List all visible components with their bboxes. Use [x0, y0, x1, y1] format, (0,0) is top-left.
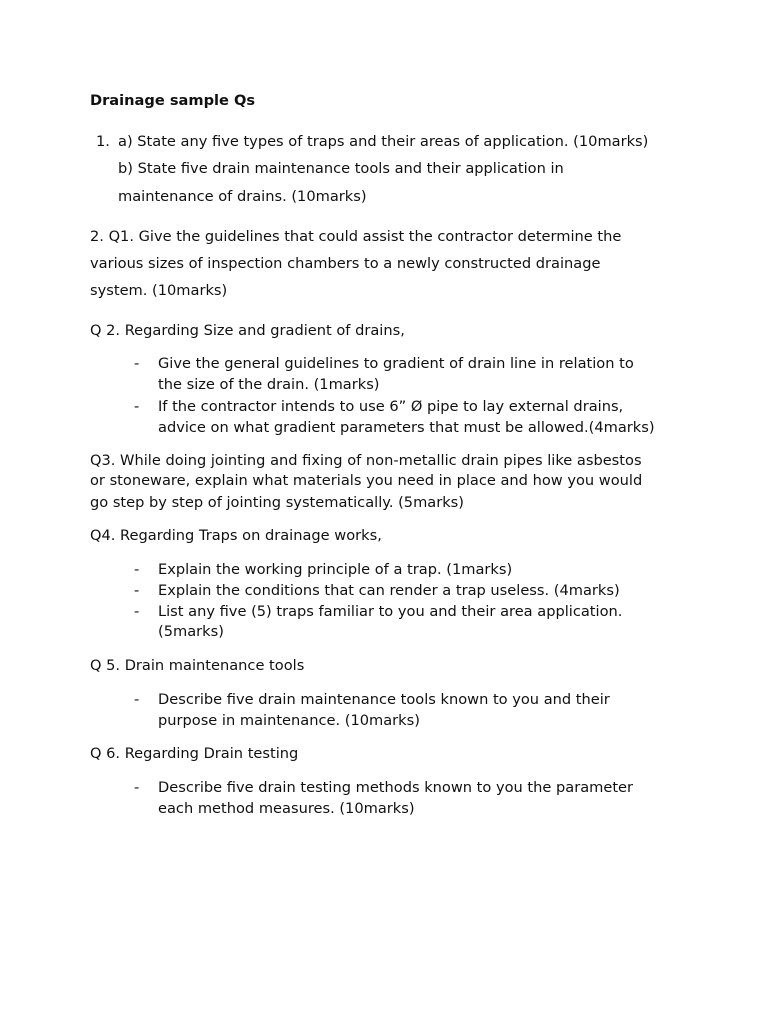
bullet-marker: -: [134, 603, 140, 620]
q1-part-a: a) State any five types of traps and their areas of application. (10marks): [118, 133, 649, 150]
size-gradient-heading: Q 2. Regarding Size and gradient of drains,: [90, 322, 405, 339]
bullet-marker: -: [134, 561, 140, 578]
document-title: Drainage sample Qs: [90, 92, 256, 109]
q3-line1: Q3. While doing jointing and fixing of non-metallic drain pipes like asbestos: [90, 452, 642, 469]
size-item-2-line2: advice on what gradient parameters that must be allowed.(4marks): [158, 419, 655, 436]
size-item-2-line1: If the contractor intends to use 6” Ø pipe to lay external drains,: [158, 398, 624, 415]
q6-item-1-line2: each method measures. (10marks): [158, 800, 415, 817]
bullet-marker: -: [134, 582, 140, 599]
q4-item-3-line1: List any five (5) traps familiar to you and their area application.: [158, 603, 623, 620]
q2-paragraph-line3: system. (10marks): [90, 282, 228, 299]
q3-line2: or stoneware, explain what materials you need in place and how you would: [90, 472, 643, 489]
q5-item-1-line1: Describe five drain maintenance tools known to you and their: [158, 691, 610, 708]
size-item-1-line2: the size of the drain. (1marks): [158, 376, 380, 393]
q5-item-1-line2: purpose in maintenance. (10marks): [158, 712, 420, 729]
bullet-marker: -: [134, 398, 140, 415]
q2-paragraph-line1: 2. Q1. Give the guidelines that could assist the contractor determine the: [90, 228, 622, 245]
bullet-marker: -: [134, 355, 140, 372]
q4-item-2: Explain the conditions that can render a trap useless. (4marks): [158, 582, 620, 599]
q4-heading: Q4. Regarding Traps on drainage works,: [90, 527, 382, 544]
q4-item-3-line2: (5marks): [158, 623, 224, 640]
q6-heading: Q 6. Regarding Drain testing: [90, 745, 299, 762]
q1-part-b-line2: maintenance of drains. (10marks): [118, 188, 367, 205]
q2-paragraph-line2: various sizes of inspection chambers to a newly constructed drainage: [90, 255, 601, 272]
bullet-marker: -: [134, 779, 140, 796]
q3-line3: go step by step of jointing systematically. (5marks): [90, 494, 464, 511]
bullet-marker: -: [134, 691, 140, 708]
q4-item-1: Explain the working principle of a trap. (1marks): [158, 561, 513, 578]
q1-part-b-line1: b) State five drain maintenance tools and their application in: [118, 160, 564, 177]
q6-item-1-line1: Describe five drain testing methods known to you the parameter: [158, 779, 634, 796]
q1-number: 1.: [96, 133, 110, 150]
size-item-1-line1: Give the general guidelines to gradient of drain line in relation to: [158, 355, 634, 372]
q5-heading: Q 5. Drain maintenance tools: [90, 657, 305, 674]
